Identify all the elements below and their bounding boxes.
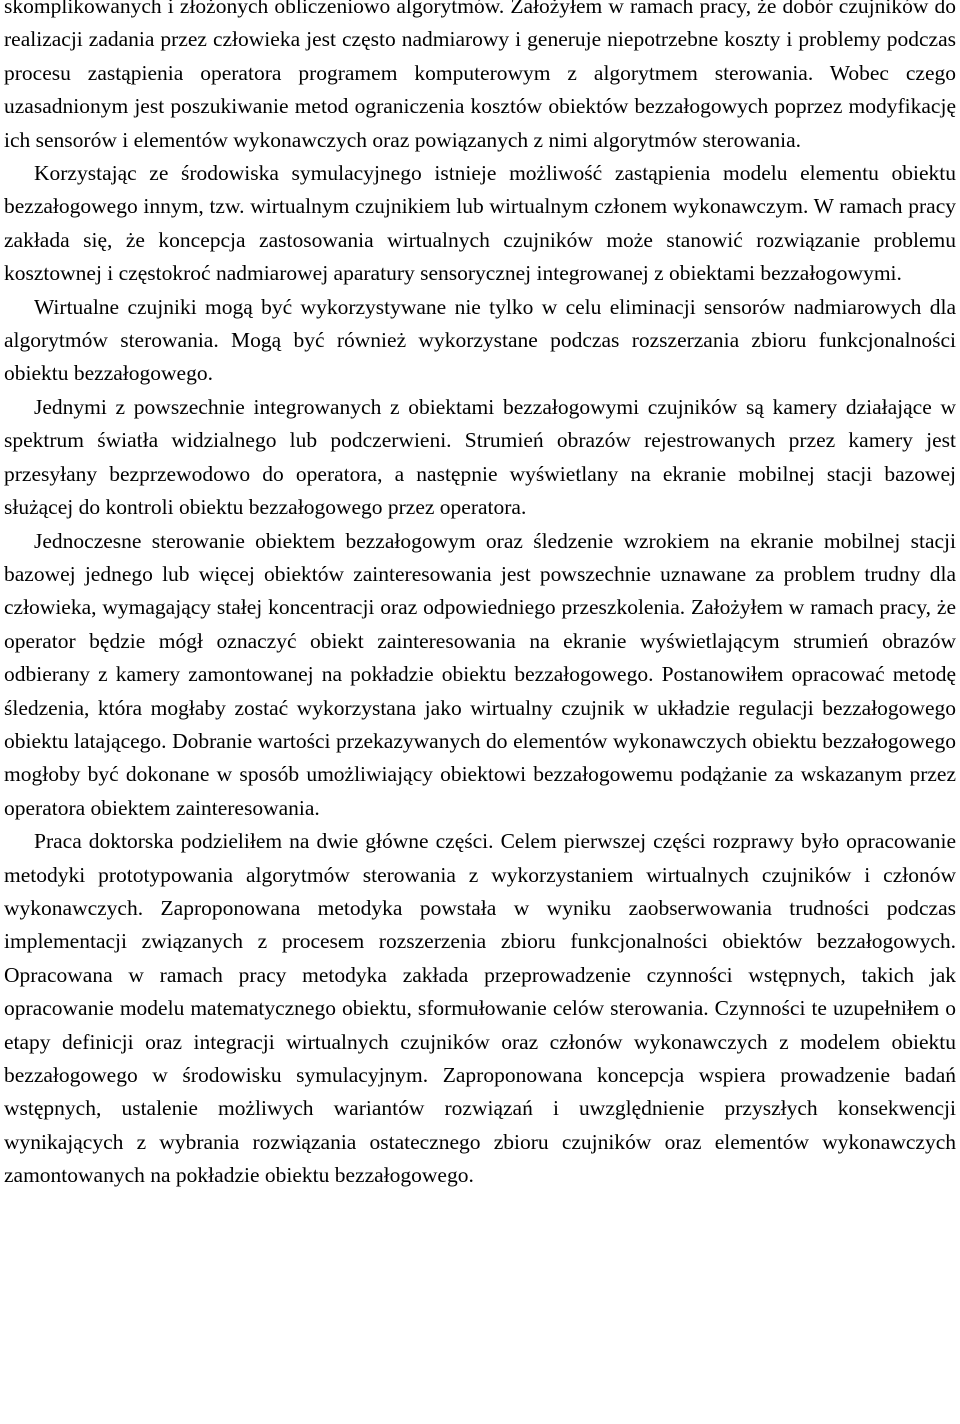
sentence-run: Zaproponowana metodyka powstała w wyniku zaobserwowania trudności podczas implementacji związanych z procesem rozszerzenia zbioru funkcjonalności obiektów bezzałogowych.: [4, 895, 956, 954]
paragraph-5: [4, 525, 956, 826]
sentence-run: W ramach pracy zakłada się, że koncepcja zastosowania wirtualnych czujników może stanowić rozwiązanie problemu kosztownej i częstokroć nadmiarowej aparatury sensorycznej integrowanej z obiektami bezzałogowymi.: [4, 194, 956, 286]
sentence-run: Strumień obrazów rejestrowanych przez kamery jest przesyłany bezprzewodowo do operatora, a następnie wyświetlany na ekranie mobilnej stacji bazowej służącej do kontroli obiektu bezzałogowego przez operatora.: [4, 428, 956, 520]
sentence-run: Wirtualne czujniki mogą być wykorzystywane nie tylko w celu eliminacji sensorów nadmiarowych dla algorytmów sterowania.: [4, 294, 956, 353]
sentence-run: Celem pierwszej części rozprawy było opracowanie metodyki prototypowania algorytmów sterowania z wykorzystaniem wirtualnych czujników i członów wykonawczych.: [4, 829, 956, 920]
paragraph-1: [4, 0, 956, 157]
sentence-run: Korzystając ze środowiska symulacyjnego istnieje możliwość zastąpienia modelu elementu obiektu bezzałogowego innym, tzw. wirtualnym czujnikiem lub wirtualnym członem wykonawczym.: [4, 161, 956, 219]
sentence-run: Dobranie wartości przekazywanych do elementów wykonawczych obiektu bezzałogowego mogłoby być dokonane w sposób umożliwiający obiektowi bezzałogowemu podążanie za wskazanym przez operatora obiektem zainteresowania.: [4, 728, 957, 820]
sentence-run: Zaproponowana koncepcja wspiera prowadzenie badań wstępnych, ustalenie możliwych wariantów rozwiązań i uwzględnienie przyszłych konsekwencji wynikających z wybrania rozwiązania ostatecznego zbioru czujników oraz elementów wykonawczych zamontowanych na pokładzie obiektu bezzałogowego.: [4, 1063, 957, 1188]
sentence-run: Jednoczesne sterowanie obiektem bezzałogowym oraz śledzenie wzrokiem na ekranie mobilnej stacji bazowej jednego lub więcej obiektów zainteresowania jest powszechnie uznawane za problem trudny dla człowieka, wymagający stałej koncentracji oraz odpowiedniego przeszkolenia.: [4, 528, 956, 620]
sentence-run: skomplikowanych i złożonych obliczeniowo algorytmów. Założyłem w ramach pracy, że dobór czujników do realizacji zadania przez człowieka jest często nadmiarowy i generuje niepotrzebne koszty i problemy podczas procesu zastąpienia operatora programem komputerowym z algorytmem sterowania.: [4, 0, 956, 85]
sentence-run: Opracowana w ramach pracy metodyka zakłada przeprowadzenie czynności wstępnych, takich jak opracowanie modelu matematycznego obiektu, sformułowanie celów sterowania.: [4, 962, 956, 1021]
sentence-run: Wobec czego uzasadnionym jest poszukiwanie metod ograniczenia kosztów obiektów bezzałogowych poprzez modyfikację ich sensorów i elementów wykonawczych oraz powiązanych z nimi algorytmów sterowania.: [4, 60, 956, 152]
sentence-run: Czynności te uzupełniłem o etapy definicji oraz integracji wirtualnych czujników oraz członów wykonawczych z modelem obiektu bezzałogowego w środowisku symulacyjnym.: [4, 996, 956, 1087]
sentence-run: Jednymi z powszechnie integrowanych z obiektami bezzałogowymi czujników są kamery działające w spektrum światła widzialnego lub podczerwieni.: [4, 394, 956, 453]
sentence-run: Założyłem w ramach pracy, że operator będzie mógł oznaczyć obiekt zainteresowania na ekranie wyświetlającym strumień obrazów odbierany z kamery zamontowanej na pokładzie obiektu bezzałogowego.: [4, 595, 957, 687]
sentence-run: Mogą być również wykorzystane podczas rozszerzania zbioru funkcjonalności obiektu bezzałogowego.: [4, 328, 956, 386]
paragraph-4: [4, 391, 956, 525]
sentence-run: Praca doktorska podzieliłem na dwie główne części.: [34, 829, 494, 854]
paragraph-3: [4, 291, 956, 391]
paragraph-6: [4, 825, 956, 1192]
paragraph-2: [4, 157, 956, 291]
sentence-run: Postanowiłem opracować metodę śledzenia, która mogłaby zostać wykorzystana jako wirtualny czujnik w układzie regulacji bezzałogowego obiektu latającego.: [4, 662, 956, 753]
